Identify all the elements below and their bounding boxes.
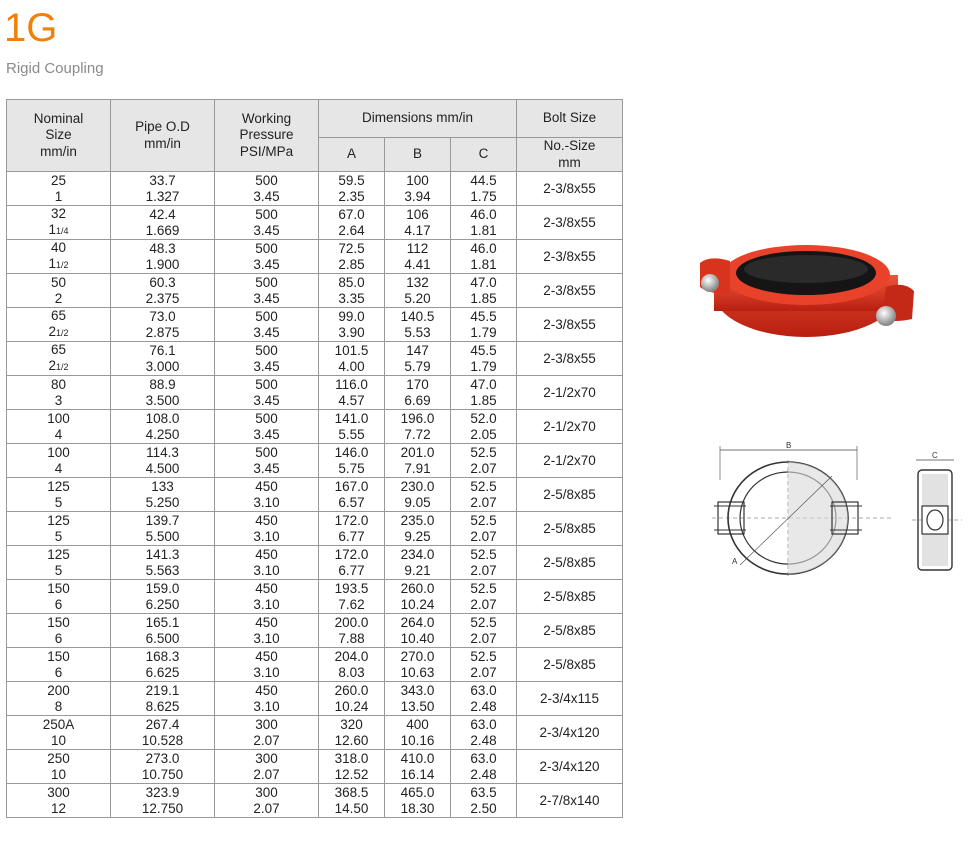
dimension-label-c: C — [932, 451, 938, 460]
cell-working-pressure: 450 3.10 — [215, 512, 319, 546]
cell-nominal-size: 300 12 — [7, 784, 111, 818]
header-pipe-od: Pipe O.D mm/in — [111, 100, 215, 172]
cell-working-pressure: 500 3.45 — [215, 274, 319, 308]
cell-dim-b: 234.0 9.21 — [385, 546, 451, 580]
cell-pipe-od: 42.4 1.669 — [111, 206, 215, 240]
cell-bolt-size: 2-3/8x55 — [517, 308, 623, 342]
cell-bolt-size: 2-1/2x70 — [517, 410, 623, 444]
cell-bolt-size: 2-7/8x140 — [517, 784, 623, 818]
cell-dim-b: 140.5 5.53 — [385, 308, 451, 342]
table-row — [7, 784, 623, 818]
table-row — [7, 478, 623, 512]
cell-working-pressure: 300 2.07 — [215, 716, 319, 750]
cell-working-pressure: 450 3.10 — [215, 648, 319, 682]
header-working-pressure: Working Pressure PSI/MPa — [215, 100, 319, 172]
cell-dim-b: 201.0 7.91 — [385, 444, 451, 478]
table-row — [7, 206, 623, 240]
cell-nominal-size: 150 6 — [7, 614, 111, 648]
cell-dim-b: 230.0 9.05 — [385, 478, 451, 512]
dimension-label-a: A — [732, 557, 738, 566]
cell-dim-a: 368.5 14.50 — [319, 784, 385, 818]
cell-dim-a: 85.0 3.35 — [319, 274, 385, 308]
cell-dim-b: 235.0 9.25 — [385, 512, 451, 546]
cell-dim-b: 465.0 18.30 — [385, 784, 451, 818]
cell-dim-a: 193.5 7.62 — [319, 580, 385, 614]
table-row — [7, 444, 623, 478]
cell-dim-a: 101.5 4.00 — [319, 342, 385, 376]
cell-bolt-size: 2-3/8x55 — [517, 342, 623, 376]
cell-pipe-od: 139.7 5.500 — [111, 512, 215, 546]
cell-bolt-size: 2-5/8x85 — [517, 580, 623, 614]
cell-dim-b: 147 5.79 — [385, 342, 451, 376]
table-row — [7, 614, 623, 648]
cell-dim-b: 270.0 10.63 — [385, 648, 451, 682]
table-row — [7, 546, 623, 580]
cell-dim-c: 45.5 1.79 — [451, 308, 517, 342]
cell-dim-c: 52.0 2.05 — [451, 410, 517, 444]
cell-nominal-size: 25 1 — [7, 172, 111, 206]
cell-bolt-size: 2-1/2x70 — [517, 376, 623, 410]
cell-dim-c: 46.0 1.81 — [451, 240, 517, 274]
cell-pipe-od: 88.9 3.500 — [111, 376, 215, 410]
cell-dim-c: 52.5 2.07 — [451, 580, 517, 614]
header-dim-a: A — [319, 138, 385, 172]
cell-dim-b: 196.0 7.72 — [385, 410, 451, 444]
cell-nominal-size: 125 5 — [7, 546, 111, 580]
table-row — [7, 648, 623, 682]
cell-dim-c: 52.5 2.07 — [451, 478, 517, 512]
cell-dim-c: 63.0 2.48 — [451, 716, 517, 750]
cell-dim-b: 260.0 10.24 — [385, 580, 451, 614]
cell-dim-c: 52.5 2.07 — [451, 648, 517, 682]
dimension-drawing-front — [712, 440, 892, 580]
cell-pipe-od: 33.7 1.327 — [111, 172, 215, 206]
cell-working-pressure: 450 3.10 — [215, 682, 319, 716]
cell-dim-a: 141.0 5.55 — [319, 410, 385, 444]
cell-nominal-size: 150 6 — [7, 648, 111, 682]
cell-pipe-od: 273.0 10.750 — [111, 750, 215, 784]
cell-pipe-od: 76.1 3.000 — [111, 342, 215, 376]
cell-dim-c: 44.5 1.75 — [451, 172, 517, 206]
cell-dim-c: 47.0 1.85 — [451, 376, 517, 410]
cell-dim-a: 146.0 5.75 — [319, 444, 385, 478]
header-dim-b: B — [385, 138, 451, 172]
cell-bolt-size: 2-3/4x120 — [517, 750, 623, 784]
cell-dim-a: 116.0 4.57 — [319, 376, 385, 410]
table-row — [7, 580, 623, 614]
header-dimensions: Dimensions mm/in — [319, 100, 517, 138]
cell-nominal-size: 32 11/4 — [7, 206, 111, 240]
cell-dim-b: 264.0 10.40 — [385, 614, 451, 648]
cell-bolt-size: 2-5/8x85 — [517, 512, 623, 546]
cell-dim-a: 172.0 6.77 — [319, 546, 385, 580]
cell-nominal-size: 150 6 — [7, 580, 111, 614]
cell-nominal-size: 40 11/2 — [7, 240, 111, 274]
table-row — [7, 172, 623, 206]
cell-bolt-size: 2-5/8x85 — [517, 614, 623, 648]
cell-bolt-size: 2-3/8x55 — [517, 206, 623, 240]
cell-pipe-od: 219.1 8.625 — [111, 682, 215, 716]
cell-pipe-od: 60.3 2.375 — [111, 274, 215, 308]
cell-dim-c: 52.5 2.07 — [451, 546, 517, 580]
cell-dim-a: 200.0 7.88 — [319, 614, 385, 648]
cell-dim-c: 63.5 2.50 — [451, 784, 517, 818]
cell-pipe-od: 267.4 10.528 — [111, 716, 215, 750]
table-row — [7, 682, 623, 716]
cell-nominal-size: 125 5 — [7, 478, 111, 512]
cell-pipe-od: 168.3 6.625 — [111, 648, 215, 682]
cell-dim-c: 45.5 1.79 — [451, 342, 517, 376]
cell-dim-b: 132 5.20 — [385, 274, 451, 308]
cell-dim-c: 52.5 2.07 — [451, 512, 517, 546]
cell-working-pressure: 500 3.45 — [215, 172, 319, 206]
cell-dim-b: 106 4.17 — [385, 206, 451, 240]
cell-dim-a: 204.0 8.03 — [319, 648, 385, 682]
cell-bolt-size: 2-3/8x55 — [517, 274, 623, 308]
table-row — [7, 240, 623, 274]
cell-nominal-size: 65 21/2 — [7, 342, 111, 376]
product-name: Rigid Coupling — [6, 60, 104, 77]
cell-dim-b: 400 10.16 — [385, 716, 451, 750]
cell-dim-a: 167.0 6.57 — [319, 478, 385, 512]
cell-working-pressure: 300 2.07 — [215, 750, 319, 784]
bolt-head-icon — [701, 274, 719, 292]
cell-bolt-size: 2-3/4x115 — [517, 682, 623, 716]
cell-nominal-size: 250 10 — [7, 750, 111, 784]
header-bolt-size: Bolt Size — [517, 100, 623, 138]
cell-nominal-size: 50 2 — [7, 274, 111, 308]
table-row — [7, 342, 623, 376]
table-row — [7, 410, 623, 444]
cell-dim-a: 99.0 3.90 — [319, 308, 385, 342]
table-row — [7, 274, 623, 308]
table-row — [7, 716, 623, 750]
cell-working-pressure: 500 3.45 — [215, 240, 319, 274]
cell-dim-c: 63.0 2.48 — [451, 750, 517, 784]
cell-dim-b: 410.0 16.14 — [385, 750, 451, 784]
cell-dim-a: 72.5 2.85 — [319, 240, 385, 274]
cell-bolt-size: 2-5/8x85 — [517, 648, 623, 682]
cell-dim-a: 172.0 6.77 — [319, 512, 385, 546]
cell-nominal-size: 100 4 — [7, 410, 111, 444]
cell-pipe-od: 133 5.250 — [111, 478, 215, 512]
cell-working-pressure: 500 3.45 — [215, 342, 319, 376]
cell-dim-c: 46.0 1.81 — [451, 206, 517, 240]
cell-pipe-od: 108.0 4.250 — [111, 410, 215, 444]
dimension-drawing-side — [912, 450, 962, 580]
cell-working-pressure: 450 3.10 — [215, 478, 319, 512]
cell-pipe-od: 73.0 2.875 — [111, 308, 215, 342]
cell-dim-a: 260.0 10.24 — [319, 682, 385, 716]
cell-bolt-size: 2-5/8x85 — [517, 546, 623, 580]
spec-table — [6, 99, 623, 818]
cell-nominal-size: 125 5 — [7, 512, 111, 546]
cell-pipe-od: 114.3 4.500 — [111, 444, 215, 478]
product-code: 1G — [4, 6, 58, 50]
cell-dim-b: 100 3.94 — [385, 172, 451, 206]
cell-working-pressure: 500 3.45 — [215, 376, 319, 410]
header-bolt-no-size: No.-Size mm — [517, 138, 623, 172]
header-dim-c: C — [451, 138, 517, 172]
cell-pipe-od: 48.3 1.900 — [111, 240, 215, 274]
cell-working-pressure: 450 3.10 — [215, 546, 319, 580]
cell-dim-a: 318.0 12.52 — [319, 750, 385, 784]
cell-working-pressure: 500 3.45 — [215, 410, 319, 444]
table-row — [7, 376, 623, 410]
cell-working-pressure: 500 3.45 — [215, 206, 319, 240]
cell-dim-b: 343.0 13.50 — [385, 682, 451, 716]
cell-nominal-size: 250A 10 — [7, 716, 111, 750]
cell-pipe-od: 323.9 12.750 — [111, 784, 215, 818]
cell-dim-c: 47.0 1.85 — [451, 274, 517, 308]
cell-dim-c: 63.0 2.48 — [451, 682, 517, 716]
cell-working-pressure: 500 3.45 — [215, 308, 319, 342]
cell-nominal-size: 100 4 — [7, 444, 111, 478]
cell-nominal-size: 200 8 — [7, 682, 111, 716]
cell-bolt-size: 2-3/8x55 — [517, 240, 623, 274]
cell-pipe-od: 165.1 6.500 — [111, 614, 215, 648]
table-row — [7, 750, 623, 784]
cell-dim-a: 59.5 2.35 — [319, 172, 385, 206]
cell-working-pressure: 450 3.10 — [215, 614, 319, 648]
cell-bolt-size: 2-3/4x120 — [517, 716, 623, 750]
cell-bolt-size: 2-1/2x70 — [517, 444, 623, 478]
cell-dim-a: 320 12.60 — [319, 716, 385, 750]
cell-working-pressure: 450 3.10 — [215, 580, 319, 614]
cell-nominal-size: 80 3 — [7, 376, 111, 410]
cell-bolt-size: 2-5/8x85 — [517, 478, 623, 512]
cell-dim-b: 112 4.41 — [385, 240, 451, 274]
table-row — [7, 308, 623, 342]
table-row — [7, 512, 623, 546]
cell-pipe-od: 159.0 6.250 — [111, 580, 215, 614]
cell-working-pressure: 300 2.07 — [215, 784, 319, 818]
cell-dim-a: 67.0 2.64 — [319, 206, 385, 240]
cell-nominal-size: 65 21/2 — [7, 308, 111, 342]
cell-working-pressure: 500 3.45 — [215, 444, 319, 478]
cell-dim-c: 52.5 2.07 — [451, 444, 517, 478]
bolt-head-icon — [876, 306, 896, 326]
dimension-label-b: B — [786, 441, 792, 450]
cell-bolt-size: 2-3/8x55 — [517, 172, 623, 206]
coupling-photo — [690, 235, 922, 350]
cell-dim-b: 170 6.69 — [385, 376, 451, 410]
cell-pipe-od: 141.3 5.563 — [111, 546, 215, 580]
header-nominal-size: Nominal Size mm/in — [7, 100, 111, 172]
cell-dim-c: 52.5 2.07 — [451, 614, 517, 648]
